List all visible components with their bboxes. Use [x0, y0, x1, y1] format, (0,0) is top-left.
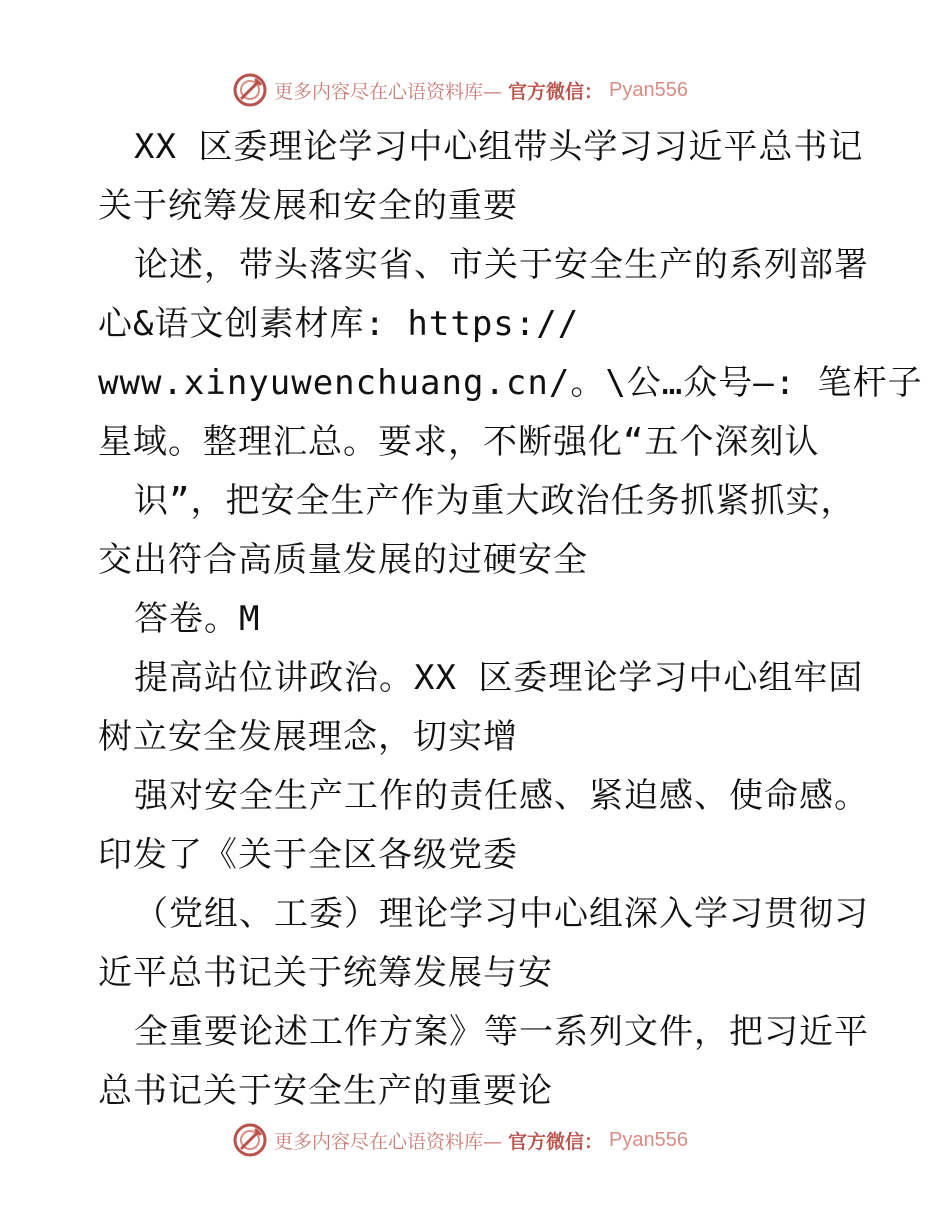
text-line: 提高站位讲政治。XX 区委理论学习中心组牢固 [134, 658, 864, 698]
text-line: 全重要论述工作方案》等一系列文件，把习近平 [134, 1012, 869, 1052]
header-wechat-label: 官方微信： [508, 80, 604, 103]
text-line: 近平总书记关于统筹发展与安 [98, 953, 553, 993]
text-line: 心&语文创素材库: https:// [98, 304, 580, 344]
text-line: XX 区委理论学习中心组带头学习习近平总书记 [134, 127, 864, 167]
footer-wechat-id: Pyan556 [609, 1128, 688, 1151]
text-line: 树立安全发展理念，切实增 [98, 717, 518, 757]
text-line: www.xinyuwenchuang.cn/。\公…众号—: 笔杆子 [98, 363, 923, 403]
header-promo-text: 更多内容尽在心语资料库— [274, 80, 503, 103]
header-watermark [232, 70, 712, 110]
text-line: 关于统筹发展和安全的重要 [98, 186, 518, 226]
text-line: 印发了《关于全区各级党委 [98, 835, 518, 875]
text-line: 交出符合高质量发展的过硬安全 [98, 540, 588, 580]
brand-logo-icon [232, 1122, 268, 1158]
brand-logo-icon [232, 72, 268, 108]
text-line: 星域。整理汇总。要求，不断强化“五个深刻认 [98, 422, 820, 462]
document-body [98, 118, 923, 1121]
text-line: （党组、工委）理论学习中心组深入学习贯彻习 [134, 894, 869, 934]
text-line: 答卷。M [134, 599, 261, 639]
footer-promo-text: 更多内容尽在心语资料库— [274, 1130, 503, 1153]
footer-watermark [232, 1120, 712, 1160]
footer-wechat-label: 官方微信： [508, 1130, 604, 1153]
header-wechat-id: Pyan556 [609, 78, 688, 101]
text-line: 论述，带头落实省、市关于安全生产的系列部署 [134, 245, 869, 285]
text-line: 强对安全生产工作的责任感、紧迫感、使命感。 [134, 776, 869, 816]
text-line: 总书记关于安全生产的重要论 [98, 1071, 553, 1111]
text-line: 识”，把安全生产作为重大政治任务抓紧抓实， [134, 481, 856, 521]
